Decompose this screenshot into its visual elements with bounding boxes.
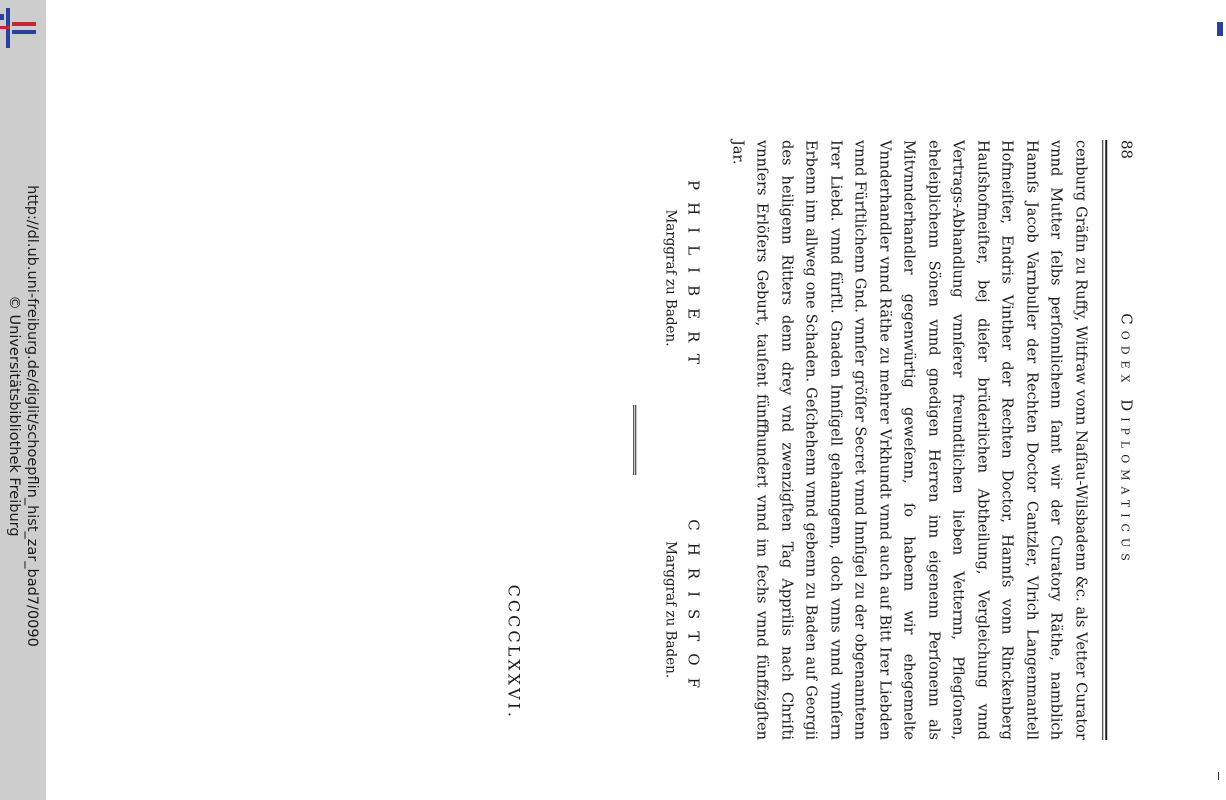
signature-name: PHILIBERT <box>684 180 703 376</box>
signature-title: Marggraf zu Baden. <box>662 541 679 679</box>
body-text: cenburg Gräfin zu Ruffy, Witfraw vonn Naſſau-Wilsbadenn &c. als Vetter Curator vnnd Mutter ſelbs perſonnlichenn ſamt wir der Curatory Räthe, namblich Hannſs Jacob Varnbuller der Rechten Doctor Cantzler, Vlrich Langenmantell Hofmeiſter, Endris Vinther der Rechten Doctor, Hannſs vonn Rinckenberg Hauſshofmeiſter, bej dieſer brüderlichen Abtheilung, Vergleichung vnnd Vertrags-Abhandlung vnnſerer freundtlichen lieben Vetternn, Pflegſonen, eheleiplichenn Sönen vnnd gnedigen Herren inn eigenenn Perſonenn als Mitvnnderhandler gegenwürtig geweſenn, ſo habenn wir ehegemelte Vnnderhandler vnnd Räthe zu mehrer Vrkhundt vnnd auch auf Bitt Irer Liebden vnnd Fürſtlichenn Gnd. vnnſer gröſſer Secret vnnd Innſigel zu der obgenanntenn Irer Liebd. vnnd fürſtl. Gnaden Innſigell gehanngenn, doch vnns vnnd vnnſern Erbenn inn allweg one Schaden. Geſchehenn vnnd gebenn zu Baden auf Georgii des heiligenn Ritters denn drey vnd zwenzigſten Tag Apprilis nach Chriſti vnnſers Erlöſers Geburt, tauſent fünffhundert vnnd im ſechs vnnd fünffzigſten Jar. <box>729 140 1090 740</box>
right-edge-marker <box>1217 22 1223 36</box>
right-edge-tick <box>1218 772 1222 780</box>
source-url-label <box>5 185 41 647</box>
signatures <box>663 140 703 740</box>
url-text[interactable]: http://dl.ub.uni-freiburg.de/diglit/schoepflin_hist_zar_bad7/0090 <box>24 185 40 647</box>
document-number: CCCCLXXVI. <box>504 584 524 720</box>
header-rule <box>1102 140 1107 740</box>
ub-freiburg-logo-icon <box>0 8 44 48</box>
page-number: 88 <box>1117 140 1136 160</box>
page-header <box>1111 140 1135 740</box>
sidebar <box>0 0 46 800</box>
section-separator <box>634 405 637 475</box>
running-head: Codex Diplomaticus <box>1117 313 1136 567</box>
right-edge-strip <box>1214 0 1226 800</box>
signature-christof <box>663 519 703 700</box>
signature-title: Marggraf zu Baden. <box>662 209 679 347</box>
signature-name: CHRISTOF <box>684 519 703 700</box>
signature-philibert <box>663 180 703 376</box>
rotated-page-content <box>505 140 1136 740</box>
copyright-text: © Universitätsbibliothek Freiburg <box>6 295 22 537</box>
